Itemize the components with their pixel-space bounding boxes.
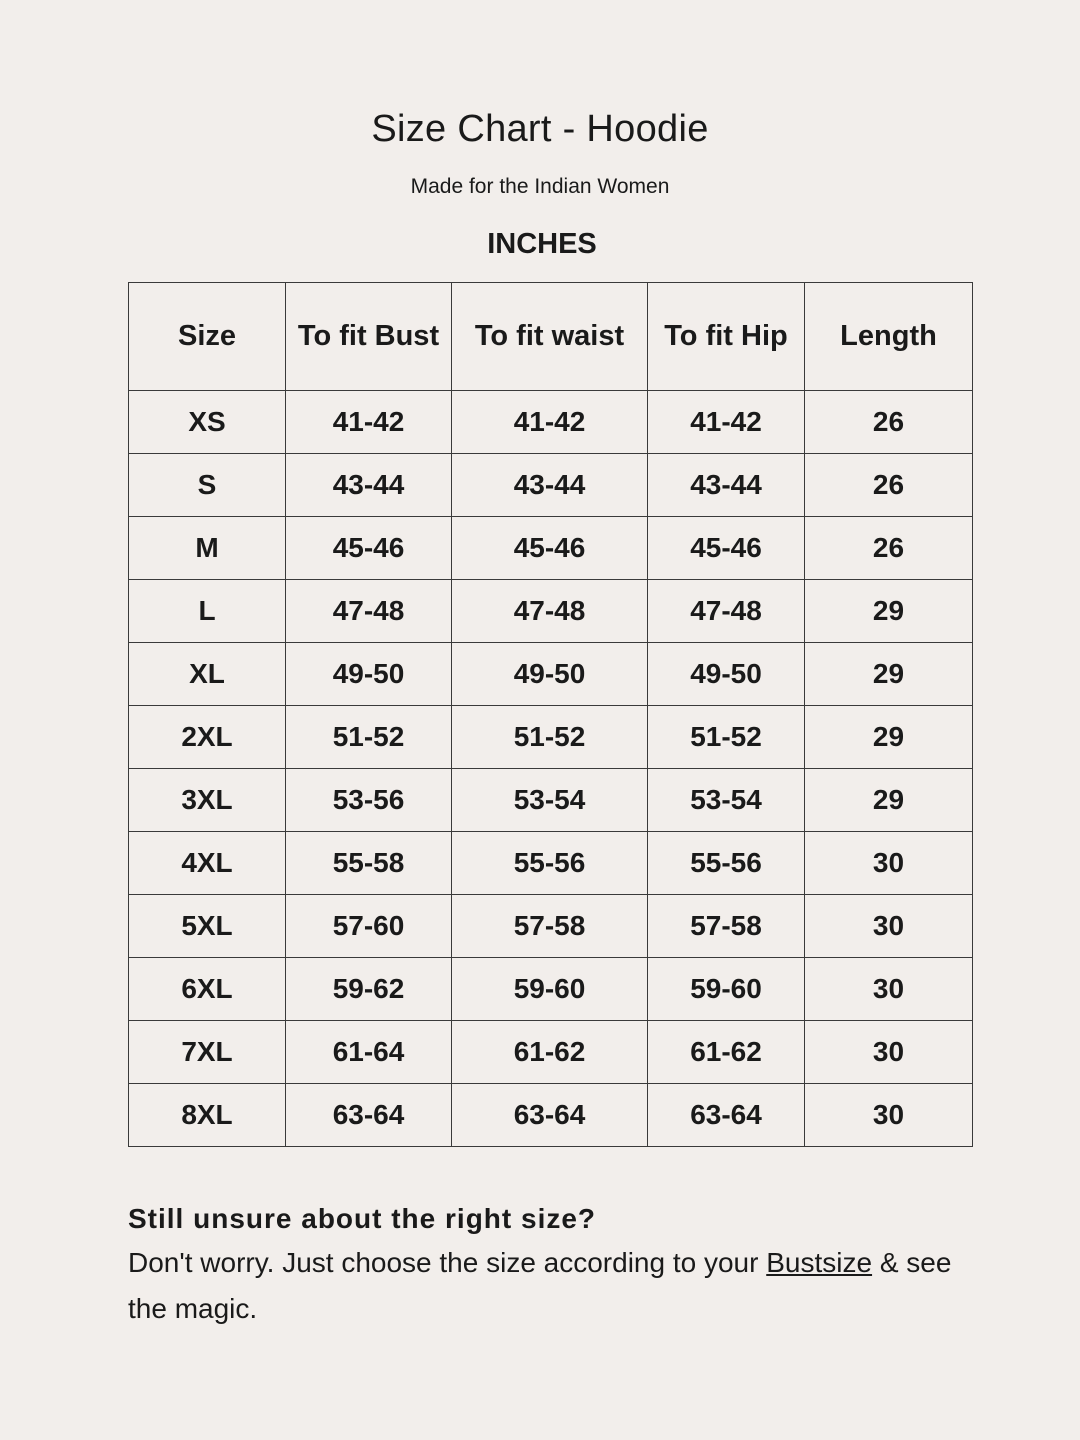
cell-waist: 43-44 [452, 454, 648, 517]
units-label: INCHES [487, 228, 597, 260]
note-body-text: Don't worry. Just choose the size according to your [128, 1247, 767, 1278]
cell-size: 3XL [129, 769, 286, 832]
cell-length: 29 [805, 580, 973, 643]
cell-bust: 55-58 [286, 832, 452, 895]
header-size: Size [129, 283, 286, 391]
cell-hip: 45-46 [648, 517, 805, 580]
table-row [129, 958, 973, 1021]
table-row [129, 643, 973, 706]
cell-size: XL [129, 643, 286, 706]
cell-hip: 49-50 [648, 643, 805, 706]
table-row [129, 454, 973, 517]
header-bust: To fit Bust [286, 283, 452, 391]
cell-bust: 53-56 [286, 769, 452, 832]
page-subtitle: Made for the Indian Women [410, 175, 670, 198]
cell-bust: 57-60 [286, 895, 452, 958]
cell-length: 29 [805, 706, 973, 769]
table-row [129, 1084, 973, 1147]
header-hip: To fit Hip [648, 283, 805, 391]
cell-bust: 43-44 [286, 454, 452, 517]
table-row [129, 517, 973, 580]
table-body [129, 391, 973, 1147]
cell-length: 30 [805, 895, 973, 958]
cell-waist: 41-42 [452, 391, 648, 454]
cell-hip: 47-48 [648, 580, 805, 643]
cell-length: 29 [805, 643, 973, 706]
cell-length: 29 [805, 769, 973, 832]
cell-size: XS [129, 391, 286, 454]
cell-length: 26 [805, 517, 973, 580]
cell-hip: 41-42 [648, 391, 805, 454]
cell-waist: 55-56 [452, 832, 648, 895]
cell-size: 4XL [129, 832, 286, 895]
cell-waist: 49-50 [452, 643, 648, 706]
size-chart-table [128, 282, 973, 1147]
cell-hip: 53-54 [648, 769, 805, 832]
cell-size: S [129, 454, 286, 517]
header-waist: To fit waist [452, 283, 648, 391]
cell-size: L [129, 580, 286, 643]
cell-bust: 63-64 [286, 1084, 452, 1147]
bustsize-link[interactable]: Bustsize [766, 1247, 873, 1278]
cell-waist: 45-46 [452, 517, 648, 580]
cell-waist: 47-48 [452, 580, 648, 643]
cell-length: 30 [805, 832, 973, 895]
cell-bust: 59-62 [286, 958, 452, 1021]
table-row [129, 391, 973, 454]
cell-bust: 49-50 [286, 643, 452, 706]
cell-hip: 57-58 [648, 895, 805, 958]
cell-hip: 43-44 [648, 454, 805, 517]
cell-waist: 51-52 [452, 706, 648, 769]
table-row [129, 1021, 973, 1084]
cell-size: 8XL [129, 1084, 286, 1147]
cell-hip: 63-64 [648, 1084, 805, 1147]
cell-waist: 59-60 [452, 958, 648, 1021]
cell-hip: 55-56 [648, 832, 805, 895]
cell-bust: 45-46 [286, 517, 452, 580]
cell-hip: 51-52 [648, 706, 805, 769]
cell-bust: 61-64 [286, 1021, 452, 1084]
cell-waist: 53-54 [452, 769, 648, 832]
cell-length: 30 [805, 1021, 973, 1084]
size-note [128, 1200, 958, 1332]
table-row [129, 706, 973, 769]
cell-length: 26 [805, 391, 973, 454]
cell-size: 2XL [129, 706, 286, 769]
page-title: Size Chart - Hoodie [371, 108, 709, 150]
cell-waist: 57-58 [452, 895, 648, 958]
table-row [129, 895, 973, 958]
note-body-text-end: & see the magic. [128, 1247, 952, 1324]
cell-size: 5XL [129, 895, 286, 958]
cell-length: 26 [805, 454, 973, 517]
cell-size: 7XL [129, 1021, 286, 1084]
cell-size: 6XL [129, 958, 286, 1021]
cell-hip: 61-62 [648, 1021, 805, 1084]
cell-bust: 41-42 [286, 391, 452, 454]
table-row [129, 580, 973, 643]
cell-length: 30 [805, 1084, 973, 1147]
cell-size: M [129, 517, 286, 580]
table-header-row [129, 283, 973, 391]
cell-bust: 47-48 [286, 580, 452, 643]
cell-waist: 63-64 [452, 1084, 648, 1147]
cell-bust: 51-52 [286, 706, 452, 769]
table-row [129, 769, 973, 832]
header-length: Length [805, 283, 973, 391]
table-row [129, 832, 973, 895]
cell-length: 30 [805, 958, 973, 1021]
cell-waist: 61-62 [452, 1021, 648, 1084]
note-heading: Still unsure about the right size? [128, 1203, 597, 1234]
cell-hip: 59-60 [648, 958, 805, 1021]
note-body [128, 1240, 958, 1332]
